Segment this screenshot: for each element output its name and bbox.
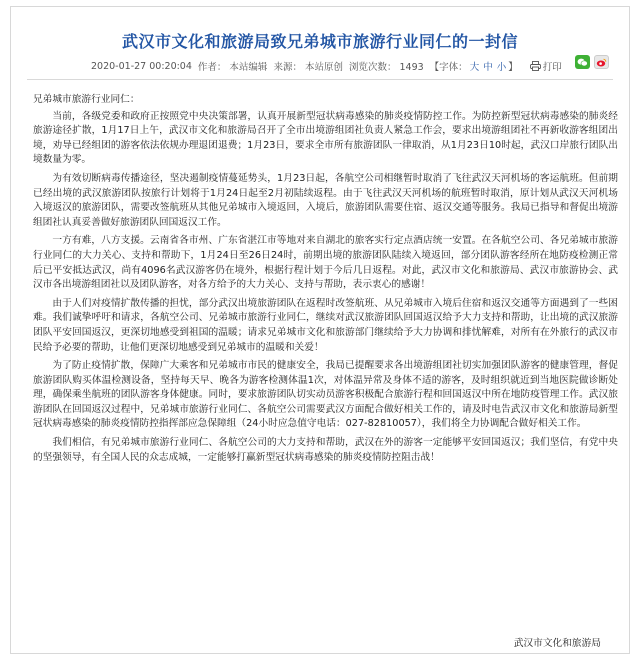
font-size-small[interactable]: 小 — [496, 62, 507, 73]
letter-paragraph-2: 为有效切断病毒传播途径，坚决遏制疫情蔓延势头，1月23日起，各航空公司相继暂时取消了飞往武汉天河机场的客运航班。但前期已经出境的武汉旅游团队按旅行计划将于1月24日起至2月初陆续返程。由于飞往武汉天河机场的航班暂时取消，原计划从武汉天河机场入境返汉的旅游团队，需要改签航班从其他兄弟城市入境返回，入境后，旅游团队需要住宿、返汉交通等服务。我局已指导和督促出境游组团社认真妥善做好旅游团队回国返汉工作。 — [33, 172, 618, 228]
letter-paragraph-6: 我们相信，有兄弟城市旅游行业同仁、各航空公司的大力支持和帮助，武汉在外的游客一定能够平安回国返汉；我们坚信，有党中央的坚强领导，有全国人民的众志成城，一定能够打赢新型冠状病毒感染的肺炎疫情防控阻击战！ — [33, 437, 618, 463]
letter-paragraph-4: 由于人们对疫情扩散传播的担忧，部分武汉出境旅游团队在返程时改签航班、从兄弟城市入境后住宿和返汉交通等方面遇到了一些困难。我们诚挚呼吁和请求，各航空公司、兄弟城市旅游行业同仁，继续对武汉旅游团队回国返汉给予大力支持和帮助，让出境的武汉旅游团队平安回国返汉，更深切地感受到祖国的温暖；请求兄弟城市文化和旅游部门继续给予大力协调和排忧解难，对所有在外旅行的武汉市民给予必要的帮助，让他们更深切地感受到兄弟城市的温暖和关爱！ — [33, 297, 618, 353]
letter-greeting: 兄弟城市旅游行业同仁： — [33, 94, 140, 105]
view-count: 浏览次数： 1493 — [348, 62, 424, 73]
share-bar — [575, 55, 609, 69]
letter-signature: 武汉市文化和旅游局 — [513, 638, 601, 649]
author: 作者： 本站编辑 — [197, 62, 268, 73]
letter-paragraph-5: 为了防止疫情扩散，保障广大乘客和兄弟城市市民的健康安全，我局已提醒要求各出境游组团社切实加强团队游客的健康管理，督促旅游团队购买体温检测设备，坚持每天早、晚各为游客检测体温1次，对体温异常及身体不适的游客，及时组织就近到当地医院做诊断处理，确保乘坐航班的团队游客身体健康。同时，要求旅游团队切实动员游客积极配合旅游行程和回国返汉中所在地防疫管理工作。武汉旅游团队在回国返汉过程中，兄弟城市旅游行业同仁、各航空公司需要武汉方面配合做好相关工作的，请及时电告武汉市文化和旅游局新型冠状病毒感染的肺炎疫情防控指挥部应急保障组（24小时应急值守电话：027-82810057），我们将全力协调配合做好相关工作。 — [33, 360, 618, 430]
header-divider — [27, 79, 613, 80]
print-label: 打印 — [542, 62, 562, 73]
printer-icon — [530, 61, 541, 71]
article-title: 武汉市文化和旅游局致兄弟城市旅游行业同仁的一封信 — [121, 32, 518, 51]
weibo-share-button[interactable] — [594, 55, 609, 69]
print-button[interactable] — [530, 59, 562, 73]
wechat-icon — [577, 58, 588, 67]
article-frame — [10, 6, 630, 654]
font-size-selector — [430, 59, 518, 73]
weibo-icon — [596, 58, 607, 67]
font-size-large[interactable]: 大 — [469, 62, 480, 73]
font-size-label: 【字体： — [429, 62, 468, 73]
publish-datetime: 2020-01-27 00:20:04 — [91, 60, 192, 72]
font-size-close: 】 — [508, 62, 518, 73]
letter-paragraph-3: 一方有难，八方支援。云南省各市州、广东省湛江市等地对来自湖北的旅客实行定点酒店统一安置。在各航空公司、各兄弟城市旅游行业同仁的大力关心、支持和帮助下，1月24日至26日24时，前期出境的旅游团队陆续入境返回，部分团队游客经所在地防疫检测正常后已平安抵达武汉，尚有4096名武汉游客仍在境外，根据行程计划于今后几日返程。对此，武汉市文化和旅游局、武汉市旅游协会、武汉市各出境游组团社以及团队游客，对各方给予的大力关心、支持与帮助，表示衷心的感谢！ — [33, 235, 618, 291]
font-size-medium[interactable]: 中 — [483, 62, 493, 73]
article-meta — [91, 59, 568, 73]
wechat-share-button[interactable] — [575, 55, 590, 69]
letter-paragraph-1: 当前，各级党委和政府正按照党中央决策部署，认真开展新型冠状病毒感染的肺炎疫情防控工作。为防控新型冠状病毒感染的肺炎经旅游途径扩散，1月17日上午，武汉市文化和旅游局召开了全市出境游组团社负责人紧急工作会，要求出境游组团社不再新收游客组团出境，劝导已经组团的游客依法依规办理退团退费；1月23日，要求全市所有旅游团队一律取消，从1月23日10时起，武汉口岸旅行团队出境数量为零。 — [33, 110, 618, 166]
source: 来源： 本站原创 — [273, 62, 343, 73]
letter-body — [33, 93, 618, 469]
